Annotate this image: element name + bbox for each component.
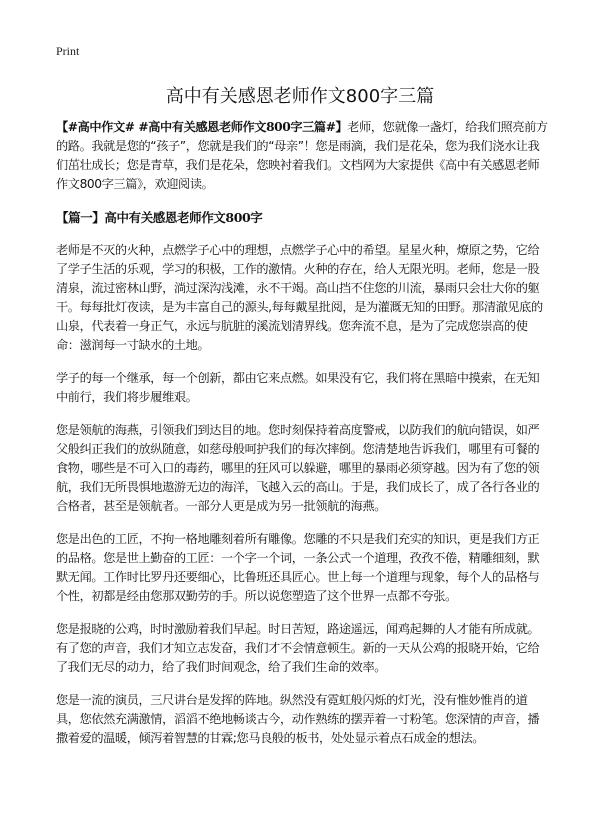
- print-link[interactable]: Print: [56, 44, 80, 58]
- body-paragraph: 您是报晓的公鸡，时时激励着我们早起。时日苦短，路途遥远，闻鸡起舞的人才能有所成就。有了您的声音，我们才知立志发奋，我们才不会情意顿生。新的一天从公鸡的报晓开始，它给了我们无尽的动力，给了我们时间观念，给了我们生命的效率。: [56, 622, 540, 674]
- body-paragraph: 您是出色的工匠，不拘一格地雕刻着所有雕像。您雕的不只是我们充实的知识，更是我们方正的品格。您是世上勤奋的工匠：一个字一个词，一条公式一个道理，孜孜不倦，精雕细刻，默默无闻。工作时比罗丹还要细心，比鲁班还具匠心。世上每一个道理与现象，每个人的品格与个性，初都是经由您那双勤劳的手。所以说您塑造了这个世界一点都不夸张。: [56, 532, 540, 603]
- section-heading: 【篇一】高中有关感恩老师作文800字: [56, 210, 263, 225]
- body-paragraph: 学子的每一个继承，每一个创新，都由它来点燃。如果没有它，我们将在黑暗中摸索，在无知中前行，我们将步履维艰。: [56, 371, 540, 404]
- body-paragraph: 您是领航的海燕，引领我们到达目的地。您时刻保持着高度警戒，以防我们的航向错误，如严父般纠正我们的放纵随意，如慈母般呵护我们的每次摔倒。您清楚地告诉我们，哪里有可餐的食物，哪些是不可入口的毒药，哪里的狂风可以躲避，哪里的暴雨必须穿越。因为有了您的领航，我们无所畏惧地遨游无边的海洋，飞越入云的高山。于是，我们成长了，成了各行各业的合格者，甚至是领航者。一部分人更是成为另一批领航的海燕。: [56, 423, 540, 513]
- intro-paragraph: [56, 118, 548, 194]
- intro-text: 老师，您就像一盏灯，给我们照亮前方的路。我就是您的“孩子”，您就是我们的“母亲”！您是雨滴，我们是花朵，您为我们浇水让我们茁壮成长；您是青草，我们是花朵，您映衬着我们。文档网为大家提供《高中有关感恩老师作文800字三篇》，欢迎阅读。: [56, 120, 548, 191]
- page-title: 高中有关感恩老师作文800字三篇: [165, 86, 435, 107]
- article-body: [56, 118, 548, 762]
- body-paragraph: 您是一流的演员，三尺讲台是发挥的阵地。纵然没有霓虹般闪烁的灯光，没有惟妙惟肖的道具，您依然充满激情，滔滔不绝地畅谈古今，动作熟练的摆弄着一寸粉笔。您深情的声音，播撒着爱的温暖，倾泻着智慧的甘霖;您马良般的板书，处处显示着点石成金的想法。: [56, 693, 540, 745]
- body-paragraph: 老师是不灭的火种，点燃学子心中的理想，点燃学子心中的希望。星星火种，燎原之势，它给了学子生活的乐观，学习的积极，工作的激情。火种的存在，给人无限光明。老师，您是一股清泉，流过密林山野，淌过深沟浅滩，永不干竭。高山挡不住您的川流，暴雨只会壮大你的躯干。每每批灯夜读，是为丰富自己的源头,每每戴星批阅，是为灌溉无知的田野。那清澈见底的山泉，代表着一身正气，永远与肮脏的溪流划清界线。您奔流不息，是为了完成您崇高的使命：滋润每一寸缺水的土地。: [56, 243, 543, 352]
- intro-tag: 【#高中作文# #高中有关感恩老师作文800字三篇#】: [56, 120, 348, 134]
